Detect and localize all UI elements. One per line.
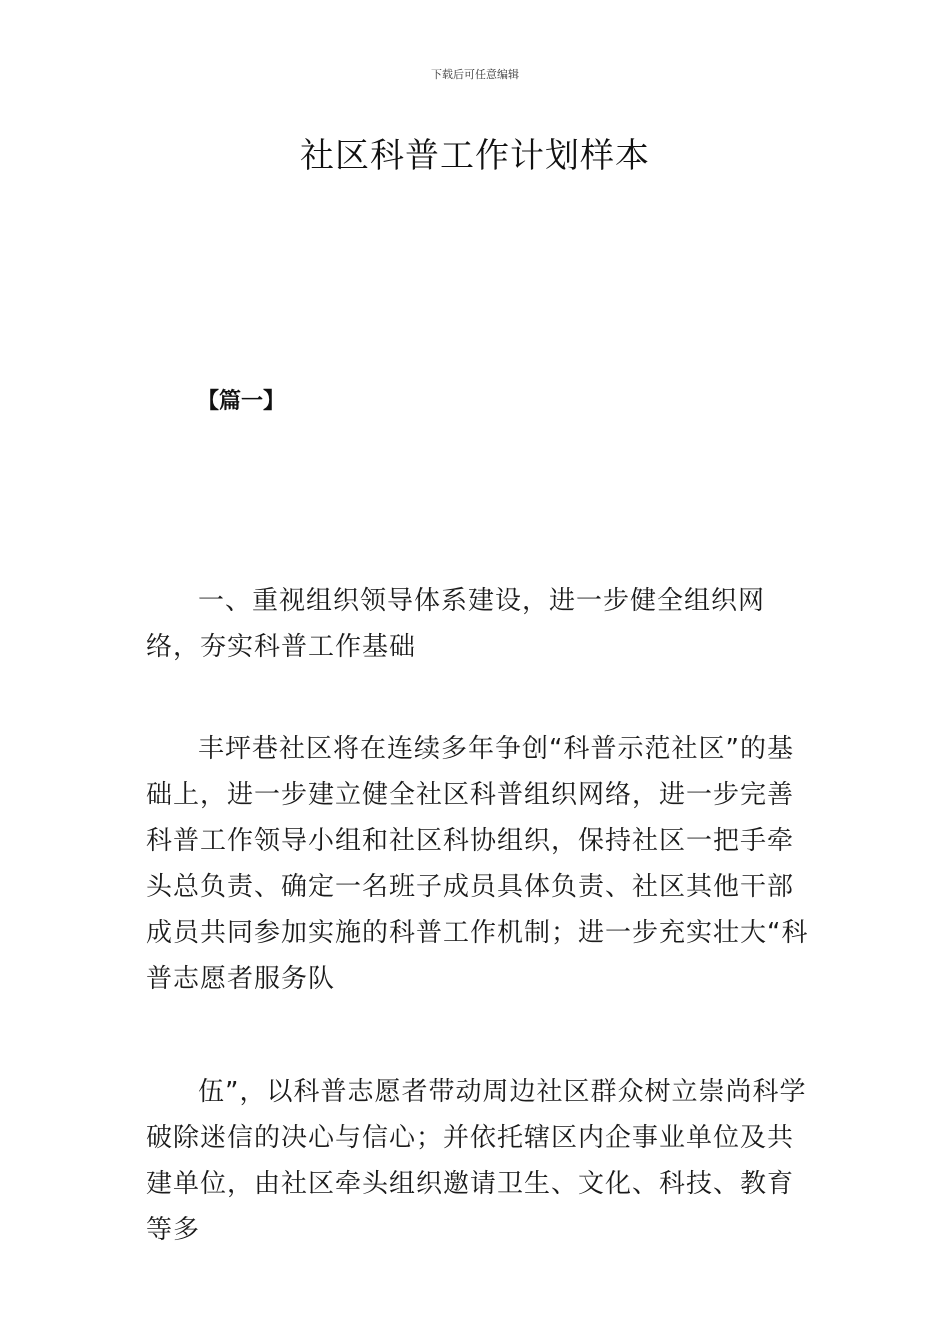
paragraph-body-1: 丰坪巷社区将在连续多年争创“科普示范社区”的基础上，进一步建立健全社区科普组织网络，进一步完善科普工作领导小组和社区科协组织，保持社区一把手牵头总负责、确定一名班子成员具体负责、社区其他干部成员共同参加实施的科普工作机制；进一步充实壮大“科普志愿者服务队 [146,734,809,994]
paragraph-body-2: 伍”，以科普志愿者带动周边社区群众树立崇尚科学破除迷信的决心与信心；并依托辖区内企事业单位及共建单位，由社区牵头组织邀请卫生、文化、科技、教育等多 [146,1077,807,1245]
section-marker: 【篇一】 [197,389,286,414]
document-title: 社区科普工作计划样本 [300,136,650,176]
paragraph-heading-1: 一、重视组织领导体系建设，进一步健全组织网络，夯实科普工作基础 [146,586,766,662]
page-header-note: 下载后可任意编辑 [431,68,519,81]
